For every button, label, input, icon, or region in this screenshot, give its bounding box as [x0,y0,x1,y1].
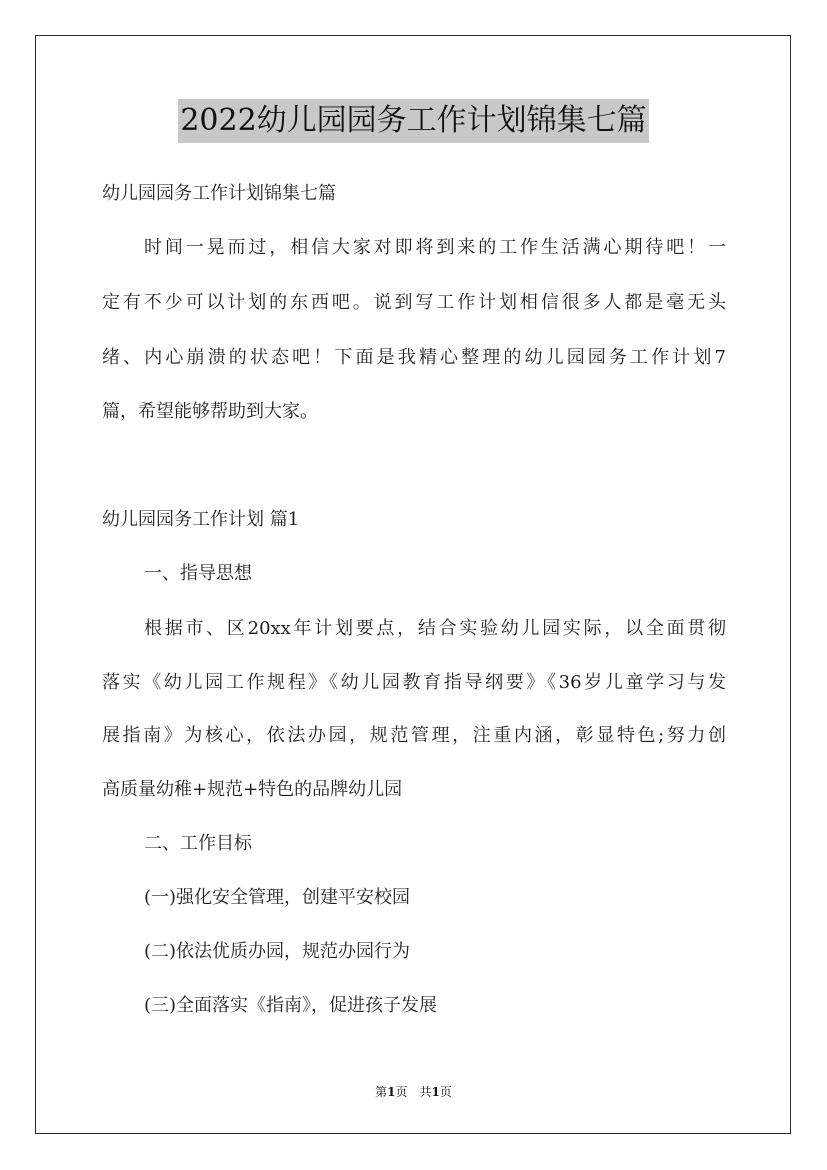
footer-page-mid: 页 共 [395,1085,432,1099]
goal-item-1: (一)强化安全管理，创建平安校园 [144,887,411,908]
goal-item-2: (二)依法优质办园，规范办园行为 [144,941,411,962]
document-subtitle: 幼儿园园务工作计划锦集七篇 [102,183,336,204]
footer-page-suffix: 页 [439,1085,452,1099]
document-title: 2022幼儿园园务工作计划锦集七篇 [178,99,648,143]
intro-line-2: 定有不少可以计划的东西吧。说到写工作计划相信很多人都是毫无头 [102,292,726,313]
title-container [0,99,827,143]
footer-page-prefix: 第 [375,1085,388,1099]
paragraph-1-line-3: 展指南》为核心，依法办园，规范管理，注重内涵，彰显特色;努力创 [102,725,726,746]
paragraph-1-line-2: 落实《幼儿园工作规程》《幼儿园教育指导纲要》《36岁儿童学习与发 [102,672,726,693]
goal-item-3: (三)全面落实《指南》，促进孩子发展 [144,995,438,1016]
intro-line-3: 绪、内心崩溃的状态吧！下面是我精心整理的幼儿园园务工作计划7 [102,347,726,368]
footer-page-number: 1 [387,1085,396,1099]
heading-guiding-thought: 一、指导思想 [144,563,252,584]
heading-work-goals: 二、工作目标 [144,833,252,854]
footer-page-total: 1 [431,1085,440,1099]
intro-line-4: 篇，希望能够帮助到大家。 [102,401,318,422]
page-footer [0,1084,827,1100]
section-heading: 幼儿园园务工作计划 篇1 [102,509,300,530]
paragraph-1-line-1: 根据市、区20xx年计划要点，结合实验幼儿园实际，以全面贯彻 [144,618,726,639]
paragraph-1-line-4: 高质量幼稚+规范+特色的品牌幼儿园 [102,779,403,800]
intro-line-1: 时间一晃而过，相信大家对即将到来的工作生活满心期待吧！一 [144,237,726,258]
